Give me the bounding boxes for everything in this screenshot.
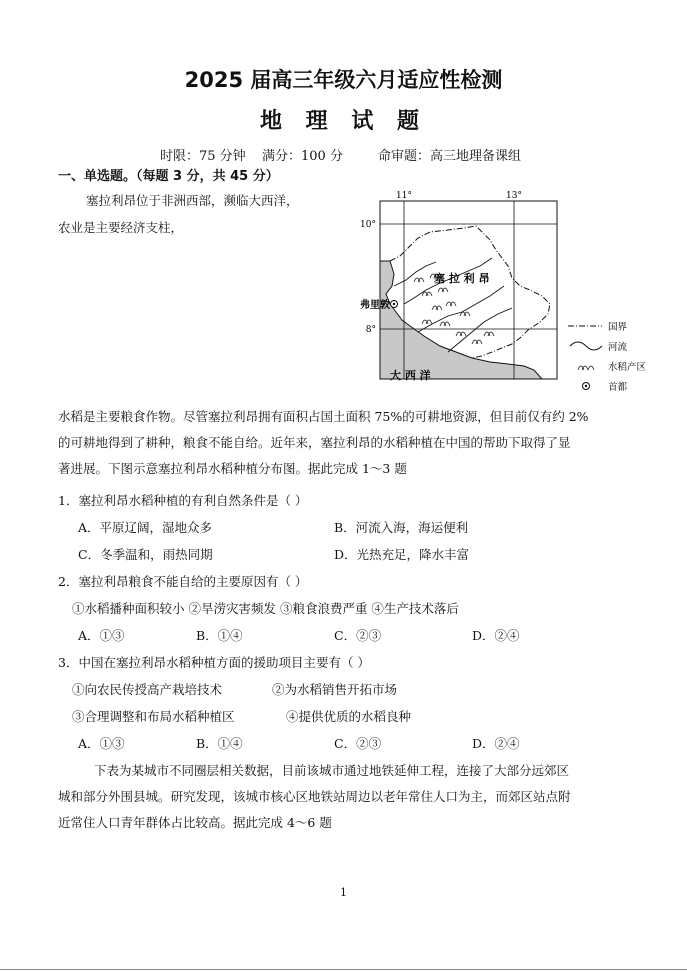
capital-label: 弗里敦 (360, 300, 390, 311)
q2-option-a: A．①③ (78, 628, 125, 643)
country-label: 塞 拉 利 昂 (434, 272, 490, 285)
legend-river-symbol (570, 342, 602, 350)
sierra-leone-rice-map (352, 186, 657, 411)
lon-right-label: 13° (506, 191, 522, 201)
lat-bottom-label: 8° (365, 325, 376, 335)
lon-left-label: 11° (396, 191, 412, 201)
q3-item-3: ③合理调整和布局水稻种植区 (72, 709, 235, 724)
q1-option-d: D．光热充足，降水丰富 (334, 547, 470, 562)
q2-items: ①水稻播种面积较小 ②旱涝灾害频发 ③粮食浪费严重 ④生产技术落后 (72, 601, 459, 616)
q3-item-1: ①向农民传授高产栽培技术 (72, 682, 223, 697)
q3-stem: 3．中国在塞拉利昂水稻种植方面的援助项目主要有（ ） (58, 655, 370, 670)
exam-subtitle: 地 理 试 题 (260, 109, 427, 134)
q3-item-2: ②为水稻销售开拓市场 (272, 682, 398, 697)
q2-option-d: D．②④ (472, 628, 520, 643)
q3-option-a: A．①③ (78, 736, 125, 751)
full-score: 满分：100 分 (262, 149, 343, 164)
q1-option-b: B．河流入海，海运便利 (334, 520, 469, 535)
q3-option-d: D．②④ (472, 736, 520, 751)
q1-option-c: C．冬季温和，雨热同期 (78, 547, 213, 562)
passage1-line1: 塞拉利昂位于非洲西部，濒临大西洋， (86, 193, 299, 208)
legend-river-label: 河流 (608, 342, 628, 353)
page-number: 1 (340, 886, 347, 899)
passage2-line1: 下表为某城市不同圈层相关数据，目前该城市通过地铁延伸工程，连接了大部分远郊区 (94, 763, 570, 778)
passage1-line5: 著进展。下图示意塞拉利昂水稻种植分布图。据此完成 1～3 题 (58, 461, 407, 476)
legend-border-label: 国界 (608, 322, 628, 333)
passage1-line3: 水稻是主要粮食作物。尽管塞拉利昂拥有面积占国土面积 75%的可耕地资源，但目前仅有约 2% (58, 409, 589, 424)
legend-rice-label: 水稻产区 (608, 362, 647, 373)
exam-title: 2025 届高三年级六月适应性检测 (184, 68, 503, 92)
q1-option-a: A．平原辽阔，湿地众多 (78, 520, 213, 535)
q3-option-b: B．①④ (196, 736, 243, 751)
q3-item-4: ④提供优质的水稻良种 (286, 709, 412, 724)
q1-stem: 1．塞拉利昂水稻种植的有利自然条件是（ ） (58, 493, 308, 508)
passage2-line3: 近常住人口青年群体占比较高。据此完成 4～6 题 (58, 815, 332, 830)
passage2-line2: 城和部分外围县城。研究发现，该城市核心区地铁站周边以老年常住人口为主，而郊区站点附 (58, 789, 571, 804)
setter: 命审题：高三地理备课组 (378, 149, 522, 164)
legend-rice-symbol (578, 366, 594, 370)
passage1-line2: 农业是主要经济支柱， (58, 220, 184, 235)
q3-option-c: C．②③ (334, 736, 382, 751)
q2-option-b: B．①④ (196, 628, 243, 643)
page-bottom-rule (0, 969, 687, 970)
section-heading: 一、单选题。（每题 3 分，共 45 分） (58, 169, 279, 184)
lat-top-label: 10° (360, 220, 376, 230)
legend-capital-label: 首都 (608, 382, 628, 393)
time-limit: 时限：75 分钟 (160, 149, 246, 164)
ocean-label: 大 西 洋 (390, 369, 431, 382)
passage1-line4: 的可耕地得到了耕种，粮食不能自给。近年来，塞拉利昂的水稻种植在中国的帮助下取得了显 (58, 435, 571, 450)
q2-option-c: C．②③ (334, 628, 382, 643)
q2-stem: 2．塞拉利昂粮食不能自给的主要原因有（ ） (58, 574, 308, 589)
